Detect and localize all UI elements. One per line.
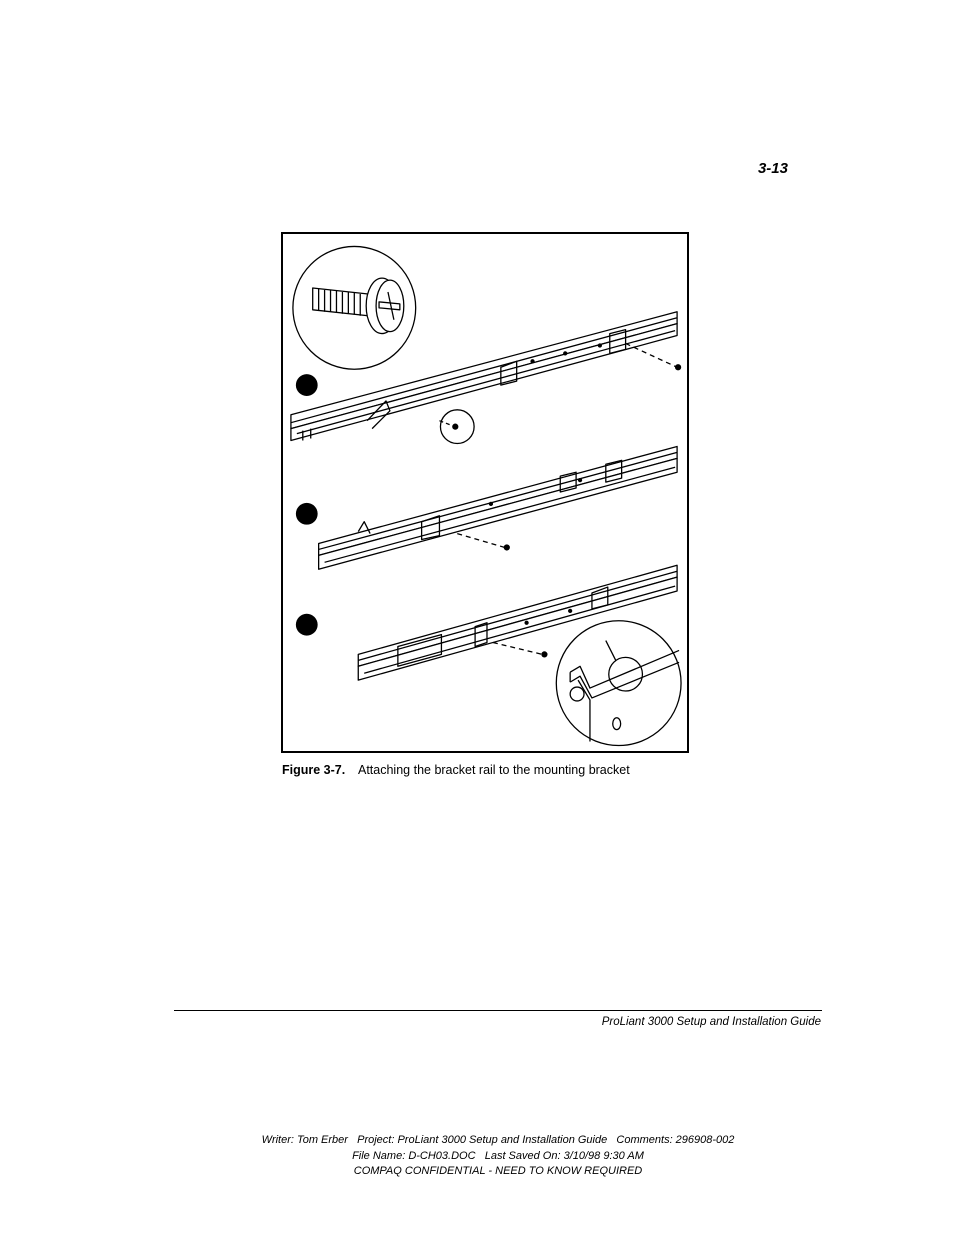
screw-detail-callout bbox=[293, 246, 416, 369]
step-2-marker bbox=[296, 503, 318, 525]
figure-caption-text: Attaching the bracket rail to the mounting bracket bbox=[358, 763, 630, 777]
rail-2 bbox=[319, 446, 677, 569]
writer-line-3: COMPAQ CONFIDENTIAL - NEED TO KNOW REQUIRED bbox=[353, 1165, 643, 1177]
writer-line-1: Writer: Tom Erber Project: ProLiant 3000 Setup and Installation Guide Comments: 296908-002 bbox=[261, 1134, 735, 1146]
rail-assembly-drawing bbox=[283, 234, 687, 751]
writer-info-block bbox=[0, 1133, 954, 1180]
bracket-detail-callout bbox=[556, 621, 681, 746]
page-number: 3-13 bbox=[757, 160, 788, 177]
step-1-marker bbox=[296, 374, 318, 396]
footer-book-title: ProLiant 3000 Setup and Installation Guide bbox=[601, 1016, 821, 1028]
figure-illustration bbox=[281, 232, 689, 753]
writer-line-2: File Name: D-CH03.DOC Last Saved On: 3/10/98 9:30 AM bbox=[352, 1149, 644, 1162]
figure-label: Figure 3-7. bbox=[282, 763, 346, 777]
figure-caption bbox=[282, 763, 630, 777]
footer-divider bbox=[174, 1010, 822, 1011]
step-3-marker bbox=[296, 614, 318, 636]
